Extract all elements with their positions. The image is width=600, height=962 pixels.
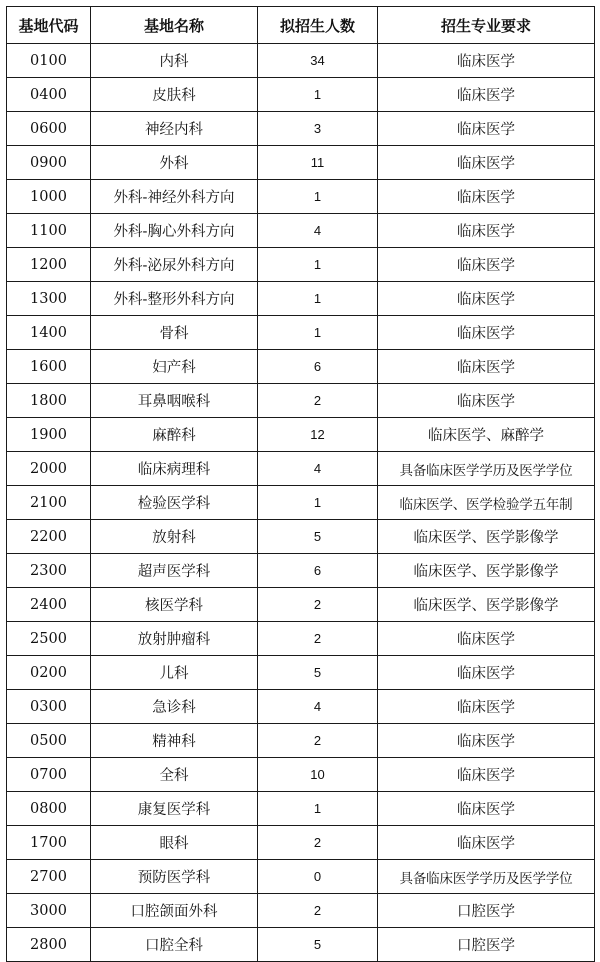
header-planned-count: 拟招生人数: [258, 7, 378, 44]
base-name-cell: 预防医学科: [91, 860, 258, 894]
major-requirement-cell: 临床医学: [378, 758, 595, 792]
major-requirement-cell: 临床医学: [378, 316, 595, 350]
base-name-cell: 口腔全科: [91, 928, 258, 962]
base-code-cell: 0100: [7, 44, 91, 78]
base-code-cell: 1300: [7, 282, 91, 316]
table-row: [7, 690, 595, 724]
base-code-cell: 1900: [7, 418, 91, 452]
major-requirement-cell: 临床医学: [378, 44, 595, 78]
table-row: [7, 724, 595, 758]
base-name-cell: 口腔颌面外科: [91, 894, 258, 928]
table-row: [7, 554, 595, 588]
base-code-cell: 0900: [7, 146, 91, 180]
planned-count-cell: 6: [258, 554, 378, 588]
base-name-cell: 精神科: [91, 724, 258, 758]
table-row: [7, 860, 595, 894]
base-name-cell: 耳鼻咽喉科: [91, 384, 258, 418]
table-row: [7, 78, 595, 112]
planned-count-cell: 11: [258, 146, 378, 180]
table-row: [7, 826, 595, 860]
base-name-cell: 妇产科: [91, 350, 258, 384]
major-requirement-cell: 临床医学: [378, 622, 595, 656]
planned-count-cell: 4: [258, 452, 378, 486]
base-code-cell: 2800: [7, 928, 91, 962]
base-name-cell: 内科: [91, 44, 258, 78]
base-name-cell: 放射肿瘤科: [91, 622, 258, 656]
planned-count-cell: 1: [258, 180, 378, 214]
base-code-cell: 0600: [7, 112, 91, 146]
major-requirement-cell: 临床医学: [378, 146, 595, 180]
planned-count-cell: 6: [258, 350, 378, 384]
table-row: [7, 180, 595, 214]
base-code-cell: 1400: [7, 316, 91, 350]
major-requirement-cell: 口腔医学: [378, 894, 595, 928]
base-name-cell: 外科-胸心外科方向: [91, 214, 258, 248]
table-row: [7, 656, 595, 690]
base-name-cell: 骨科: [91, 316, 258, 350]
major-requirement-cell: 临床医学、麻醉学: [378, 418, 595, 452]
base-name-cell: 全科: [91, 758, 258, 792]
base-name-cell: 外科-神经外科方向: [91, 180, 258, 214]
major-requirement-cell: 临床医学: [378, 656, 595, 690]
table-row: [7, 384, 595, 418]
base-code-cell: 2500: [7, 622, 91, 656]
major-requirement-cell: 临床医学: [378, 792, 595, 826]
major-requirement-cell: 临床医学: [378, 350, 595, 384]
major-requirement-cell: 具备临床医学学历及医学学位: [378, 860, 595, 894]
major-requirement-cell: 临床医学、医学影像学: [378, 554, 595, 588]
base-name-cell: 神经内科: [91, 112, 258, 146]
planned-count-cell: 1: [258, 316, 378, 350]
major-requirement-cell: 临床医学: [378, 384, 595, 418]
base-name-cell: 眼科: [91, 826, 258, 860]
base-name-cell: 放射科: [91, 520, 258, 554]
planned-count-cell: 1: [258, 78, 378, 112]
base-name-cell: 外科-泌尿外科方向: [91, 248, 258, 282]
table-row: [7, 44, 595, 78]
planned-count-cell: 5: [258, 520, 378, 554]
major-requirement-cell: 临床医学: [378, 248, 595, 282]
major-requirement-cell: 临床医学: [378, 282, 595, 316]
base-code-cell: 2100: [7, 486, 91, 520]
table-row: [7, 622, 595, 656]
base-code-cell: 1000: [7, 180, 91, 214]
table-row: [7, 146, 595, 180]
table-row: [7, 112, 595, 146]
planned-count-cell: 34: [258, 44, 378, 78]
base-code-cell: 2300: [7, 554, 91, 588]
major-requirement-cell: 口腔医学: [378, 928, 595, 962]
table-row: [7, 758, 595, 792]
table-row: [7, 520, 595, 554]
base-name-cell: 麻醉科: [91, 418, 258, 452]
planned-count-cell: 1: [258, 486, 378, 520]
table-row: [7, 282, 595, 316]
base-name-cell: 皮肤科: [91, 78, 258, 112]
base-code-cell: 1700: [7, 826, 91, 860]
table-row: [7, 214, 595, 248]
table-row: [7, 894, 595, 928]
base-name-cell: 检验医学科: [91, 486, 258, 520]
table-row: [7, 486, 595, 520]
base-code-cell: 0800: [7, 792, 91, 826]
major-requirement-cell: 临床医学、医学影像学: [378, 588, 595, 622]
base-name-cell: 儿科: [91, 656, 258, 690]
base-name-cell: 外科: [91, 146, 258, 180]
base-name-cell: 超声医学科: [91, 554, 258, 588]
planned-count-cell: 2: [258, 826, 378, 860]
base-name-cell: 急诊科: [91, 690, 258, 724]
base-name-cell: 核医学科: [91, 588, 258, 622]
base-code-cell: 2700: [7, 860, 91, 894]
planned-count-cell: 2: [258, 588, 378, 622]
planned-count-cell: 0: [258, 860, 378, 894]
planned-count-cell: 2: [258, 724, 378, 758]
base-code-cell: 1200: [7, 248, 91, 282]
major-requirement-cell: 临床医学: [378, 78, 595, 112]
base-name-cell: 外科-整形外科方向: [91, 282, 258, 316]
major-requirement-cell: 临床医学: [378, 690, 595, 724]
planned-count-cell: 3: [258, 112, 378, 146]
major-requirement-cell: 临床医学: [378, 214, 595, 248]
planned-count-cell: 1: [258, 792, 378, 826]
table-row: [7, 588, 595, 622]
base-name-cell: 临床病理科: [91, 452, 258, 486]
planned-count-cell: 4: [258, 214, 378, 248]
base-code-cell: 1800: [7, 384, 91, 418]
base-code-cell: 2000: [7, 452, 91, 486]
major-requirement-cell: 具备临床医学学历及医学学位: [378, 452, 595, 486]
major-requirement-cell: 临床医学、医学影像学: [378, 520, 595, 554]
major-requirement-cell: 临床医学: [378, 112, 595, 146]
table-row: [7, 452, 595, 486]
planned-count-cell: 4: [258, 690, 378, 724]
major-requirement-cell: 临床医学、医学检验学五年制: [378, 486, 595, 520]
major-requirement-cell: 临床医学: [378, 724, 595, 758]
enrollment-table: [6, 6, 595, 962]
major-requirement-cell: 临床医学: [378, 180, 595, 214]
planned-count-cell: 2: [258, 622, 378, 656]
base-name-cell: 康复医学科: [91, 792, 258, 826]
base-code-cell: 0700: [7, 758, 91, 792]
table-row: [7, 248, 595, 282]
header-major-requirement: 招生专业要求: [378, 7, 595, 44]
table-row: [7, 350, 595, 384]
table-row: [7, 316, 595, 350]
table-header-row: [7, 7, 595, 44]
base-code-cell: 2200: [7, 520, 91, 554]
header-base-name: 基地名称: [91, 7, 258, 44]
table-row: [7, 418, 595, 452]
planned-count-cell: 12: [258, 418, 378, 452]
table-body: [7, 44, 595, 962]
planned-count-cell: 1: [258, 248, 378, 282]
major-requirement-cell: 临床医学: [378, 826, 595, 860]
base-code-cell: 0300: [7, 690, 91, 724]
planned-count-cell: 5: [258, 928, 378, 962]
base-code-cell: 3000: [7, 894, 91, 928]
base-code-cell: 0500: [7, 724, 91, 758]
base-code-cell: 0200: [7, 656, 91, 690]
planned-count-cell: 5: [258, 656, 378, 690]
planned-count-cell: 10: [258, 758, 378, 792]
table-row: [7, 928, 595, 962]
header-base-code: 基地代码: [7, 7, 91, 44]
planned-count-cell: 2: [258, 384, 378, 418]
planned-count-cell: 2: [258, 894, 378, 928]
base-code-cell: 1100: [7, 214, 91, 248]
base-code-cell: 0400: [7, 78, 91, 112]
base-code-cell: 2400: [7, 588, 91, 622]
planned-count-cell: 1: [258, 282, 378, 316]
table-row: [7, 792, 595, 826]
base-code-cell: 1600: [7, 350, 91, 384]
